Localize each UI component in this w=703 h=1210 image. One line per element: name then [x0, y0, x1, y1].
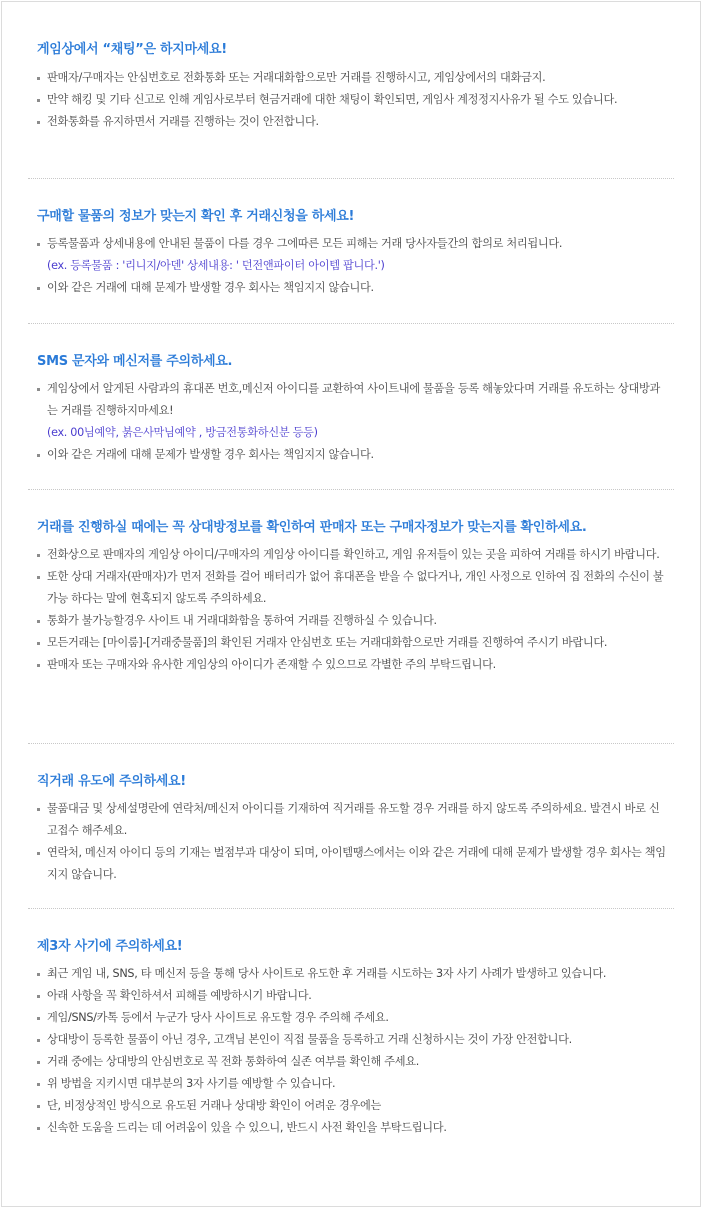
- list-item: 아래 사항을 꼭 확인하셔서 피해를 예방하시기 바랍니다.: [36, 985, 666, 1007]
- list-item: 게임/SNS/카톡 등에서 누군가 당사 사이트로 유도할 경우 주의해 주세요.: [36, 1007, 666, 1029]
- list-item: 전화통화를 유지하면서 거래를 진행하는 것이 안전합니다.: [36, 111, 666, 133]
- bullet-icon: [37, 287, 40, 290]
- list-item: 위 방법을 지키시면 대부분의 3자 사기를 예방할 수 있습니다.: [36, 1073, 666, 1095]
- list-item: 상대방이 등록한 물품이 아닌 경우, 고객님 본인이 직접 물품을 등록하고 거래 신청하시는 것이 가장 안전합니다.: [36, 1029, 666, 1051]
- bullet-icon: [37, 808, 40, 811]
- bullet-icon: [37, 1061, 40, 1064]
- list-item: 또한 상대 거래자(판매자)가 먼저 전화를 걸어 배터리가 없어 휴대폰을 받을 수 없다거나, 개인 사정으로 인하여 집 전화의 수신이 불가능 하다는 말에 현혹되지 않도록 주의하세요.: [36, 566, 666, 610]
- bullet-icon: [37, 77, 40, 80]
- section-divider: [28, 323, 674, 324]
- section-divider: [28, 178, 674, 179]
- bullet-icon: [37, 388, 40, 391]
- bullet-icon: [37, 995, 40, 998]
- list-item: 만약 해킹 및 기타 신고로 인해 게임사로부터 현금거래에 대한 채팅이 확인되면, 게임사 계정정지사유가 될 수도 있습니다.: [36, 89, 666, 111]
- section-divider: [28, 908, 674, 909]
- bullet-icon: [37, 243, 40, 246]
- example-note: (ex. 등록물품 : '리니지/아덴' 상세내용: ' 던전앤파이터 아이템 팝니다.'): [47, 259, 385, 272]
- list-item: 연락처, 메신저 아이디 등의 기재는 벌점부과 대상이 되며, 아이템땡스에서는 이와 같은 거래에 대해 문제가 발생할 경우 회사는 책임지지 않습니다.: [36, 842, 666, 886]
- example-note: (ex. 00님예약, 붉은사막님예약 , 방금전통화하신분 등등): [47, 426, 318, 439]
- list-item: 등록물품과 상세내용에 안내된 물품이 다를 경우 그에따른 모든 피해는 거래 당사자들간의 합의로 처리됩니다.: [36, 233, 666, 255]
- list-item: 이와 같은 거래에 대해 문제가 발생할 경우 회사는 책임지지 않습니다.: [36, 277, 666, 299]
- bullet-icon: [37, 1083, 40, 1086]
- list-item: 이와 같은 거래에 대해 문제가 발생할 경우 회사는 책임지지 않습니다.: [36, 444, 666, 466]
- section-title: 직거래 유도에 주의하세요!: [37, 774, 186, 789]
- bullet-icon: [37, 973, 40, 976]
- list-item: 전화상으로 판매자의 게임상 아이디/구매자의 게임상 아이디를 확인하고, 게임 유저들이 있는 곳을 피하여 거래를 하시기 바랍니다.: [36, 544, 666, 566]
- list-item: 판매자/구매자는 안심번호로 전화통화 또는 거래대화함으로만 거래를 진행하시고, 게임상에서의 대화금지.: [36, 67, 666, 89]
- list-item: 물품대금 및 상세설명란에 연락처/메신저 아이디를 기재하여 직거래를 유도할 경우 거래를 하지 않도록 주의하세요. 발견시 바로 신고접수 해주세요.: [36, 798, 666, 842]
- bullet-icon: [37, 664, 40, 667]
- section-divider: [28, 743, 674, 744]
- section-title: 게임상에서 “채팅”은 하지마세요!: [37, 42, 227, 57]
- bullet-icon: [37, 620, 40, 623]
- section-title: 구매할 물품의 정보가 맞는지 확인 후 거래신청을 하세요!: [37, 209, 355, 224]
- section-divider: [28, 489, 674, 490]
- bullet-icon: [37, 1039, 40, 1042]
- list-item: 최근 게임 내, SNS, 타 메신저 등을 통해 당사 사이트로 유도한 후 거래를 시도하는 3자 사기 사례가 발생하고 있습니다.: [36, 963, 666, 985]
- list-item: 통화가 불가능할경우 사이트 내 거래대화함을 통하여 거래를 진행하실 수 있습니다.: [36, 610, 666, 632]
- bullet-icon: [37, 121, 40, 124]
- bullet-icon: [37, 454, 40, 457]
- bullet-icon: [37, 576, 40, 579]
- list-item: 거래 중에는 상대방의 안심번호로 꼭 전화 통화하여 실존 여부를 확인해 주세요.: [36, 1051, 666, 1073]
- bullet-icon: [37, 642, 40, 645]
- section-title: 제3자 사기에 주의하세요!: [37, 939, 183, 954]
- bullet-icon: [37, 99, 40, 102]
- bullet-icon: [37, 852, 40, 855]
- bullet-icon: [37, 1105, 40, 1108]
- list-item: 판매자 또는 구매자와 유사한 게임상의 아이디가 존재할 수 있으므로 각별한 주의 부탁드립니다.: [36, 654, 666, 676]
- section-title: SMS 문자와 메신저를 주의하세요.: [37, 354, 233, 369]
- bullet-icon: [37, 1127, 40, 1130]
- list-item: 단, 비정상적인 방식으로 유도된 거래나 상대방 확인이 어려운 경우에는: [36, 1095, 666, 1117]
- section-title: 거래를 진행하실 때에는 꼭 상대방정보를 확인하여 판매자 또는 구매자정보가 맞는지를 확인하세요.: [37, 520, 587, 535]
- list-item: 모든거래는 [마이룸]-[거래중물품]의 확인된 거래자 안심번호 또는 거래대화함으로만 거래를 진행하여 주시기 바랍니다.: [36, 632, 666, 654]
- bullet-icon: [37, 1017, 40, 1020]
- list-item: 신속한 도움을 드리는 데 어려움이 있을 수 있으니, 반드시 사전 확인을 부탁드립니다.: [36, 1117, 666, 1139]
- bullet-icon: [37, 554, 40, 557]
- list-item: 게임상에서 알게된 사람과의 휴대폰 번호,메신저 아이디를 교환하여 사이트내에 물품을 등록 해놓았다며 거래를 유도하는 상대방과는 거래를 진행하지마세요!: [36, 378, 666, 422]
